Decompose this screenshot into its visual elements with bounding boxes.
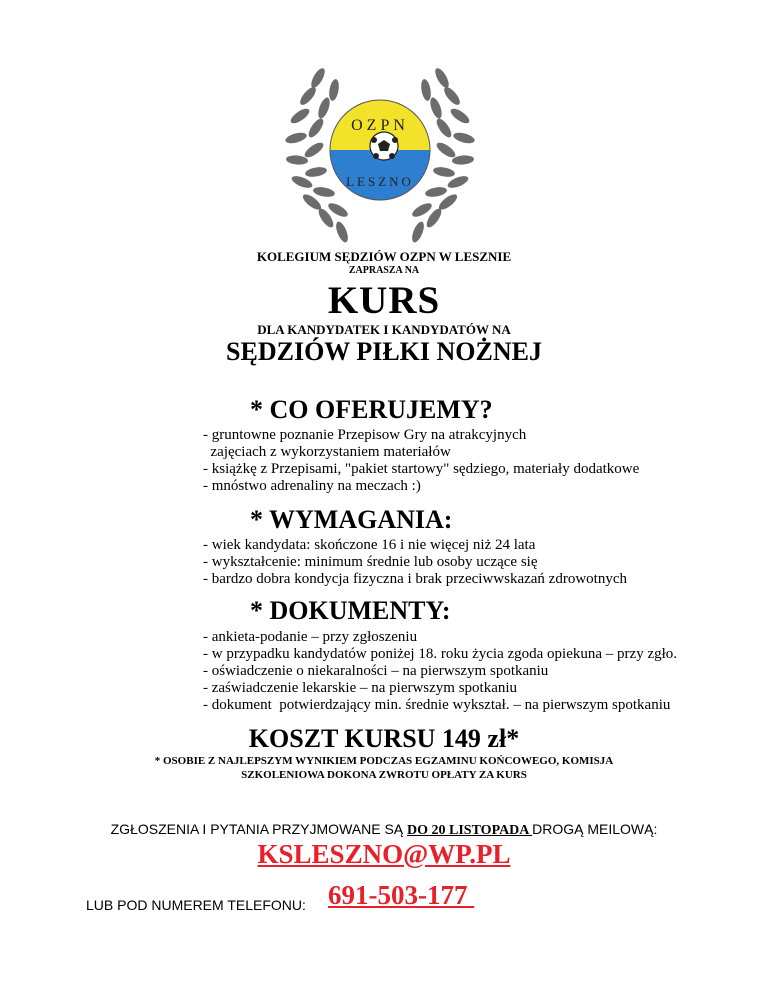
list-item: - gruntowne poznanie Przepisow Gry na atrakcyjnych	[203, 427, 527, 443]
requirements-heading: * WYMAGANIA:	[250, 505, 453, 534]
offer-list	[203, 427, 639, 495]
list-item: - wiek kandydata: skończone 16 i nie więcej niż 24 lata	[203, 537, 536, 553]
contact-intro	[0, 821, 768, 839]
contact-intro-after: DROGĄ MEILOWĄ:	[532, 821, 658, 837]
list-item: - dokument potwierdzający min. średnie wykształ. – na pierwszym spotkaniu	[203, 697, 671, 713]
list-item: zajęciach z wykorzystaniem materiałów	[203, 444, 451, 460]
contact-intro-before: ZGŁOSZENIA I PYTANIA PRZYJMOWANE SĄ	[110, 821, 408, 837]
logo-graphic	[280, 60, 480, 250]
ozpn-leszno-logo	[280, 60, 480, 250]
organization-name: KOLEGIUM SĘDZIÓW OZPN W LESZNIE	[256, 249, 512, 264]
list-item: - zaświadczenie lekarskie – na pierwszym spotkaniu	[203, 680, 518, 696]
football-icon	[370, 132, 398, 160]
deadline-text: DO 20 LISTOPADA	[407, 823, 533, 838]
list-item: - w przypadku kandydatów poniżej 18. roku życia zgoda opiekuna – przy zgło.	[203, 646, 678, 662]
list-item: - mnóstwo adrenaliny na meczach :)	[203, 478, 421, 494]
email-link[interactable]: KSLESZNO@WP.PL	[257, 839, 511, 869]
list-item: - książkę z Przepisami, "pakiet startowy" sędziego, materiały dodatkowe	[203, 461, 640, 477]
course-title: KURS	[327, 279, 441, 322]
invites-text: ZAPRASZA NA	[348, 265, 420, 276]
cost-note-line1: * OSOBIE Z NAJLEPSZYM WYNIKIEM PODCZAS EGZAMINU KOŃCOWEGO, KOMISJA	[154, 755, 614, 767]
referees-title: SĘDZIÓW PIŁKI NOŻNEJ	[226, 337, 542, 366]
cost-note-line2: SZKOLENIOWA DOKONA ZWROTU OPŁATY ZA KURS	[241, 769, 527, 781]
requirements-list	[203, 537, 627, 588]
documents-list	[203, 629, 677, 714]
list-item: - oświadczenie o niekaralności – na pierwszym spotkaniu	[203, 663, 549, 679]
for-candidates-text: DLA KANDYDATEK I KANDYDATÓW NA	[257, 322, 511, 337]
logo-bottom-text: LESZNO	[346, 174, 414, 189]
list-item: - ankieta-podanie – przy zgłoszeniu	[203, 629, 418, 645]
offer-heading: * CO OFERUJEMY?	[250, 395, 493, 424]
cost-title: KOSZT KURSU 149 zł*	[248, 724, 520, 753]
logo-top-text: OZPN	[351, 117, 409, 134]
list-item: - bardzo dobra kondycja fizyczna i brak przeciwwskazań zdrowotnych	[203, 571, 627, 587]
list-item: - wykształcenie: minimum średnie lub osoby uczące się	[203, 554, 538, 570]
phone-label: LUB POD NUMEREM TELEFONU:	[86, 897, 306, 913]
documents-heading: * DOKUMENTY:	[250, 596, 451, 625]
phone-number[interactable]: 691-503-177	[328, 880, 475, 910]
